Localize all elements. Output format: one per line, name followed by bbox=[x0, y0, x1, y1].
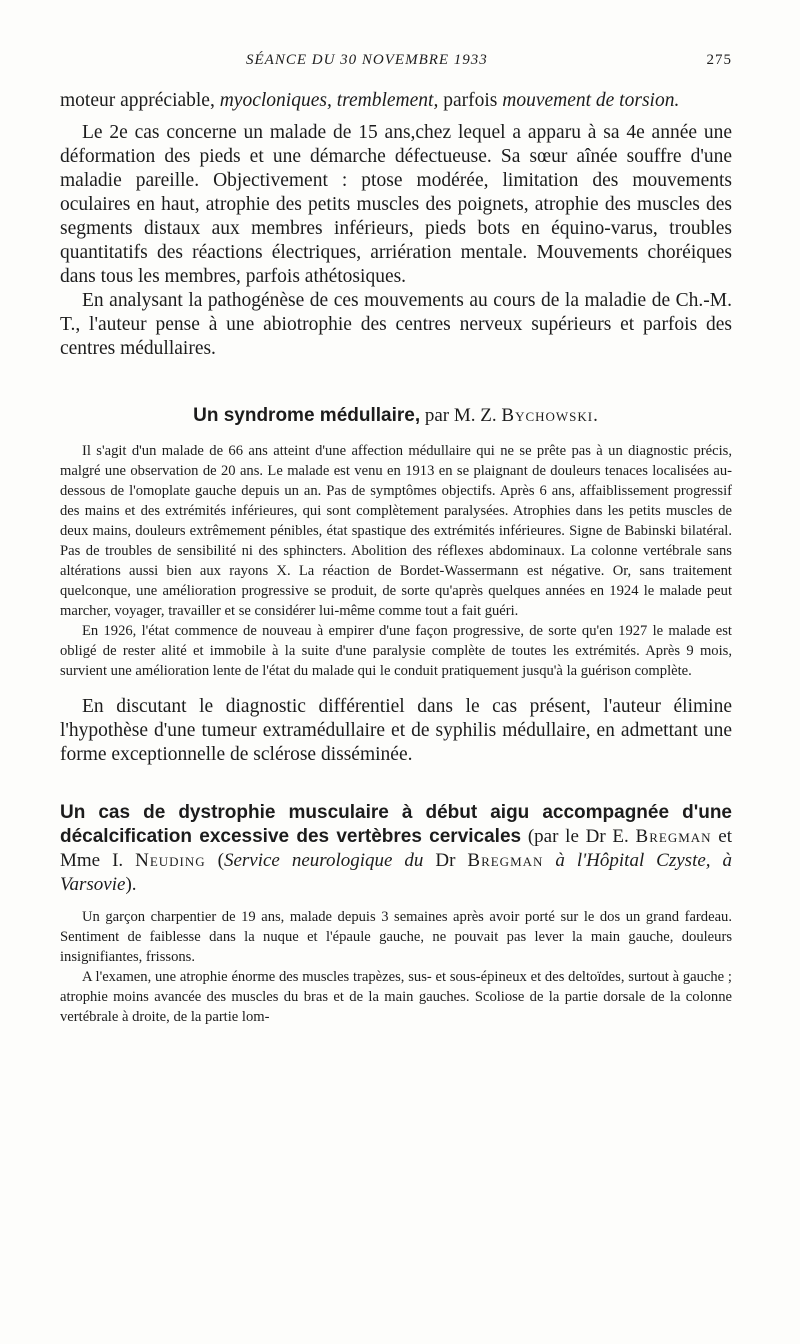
document-page bbox=[60, 52, 732, 1027]
prev-paragraph-2: Le 2e cas concerne un malade de 15 ans,chez lequel a apparu à sa 4e année une déformation des pieds et une démarche défectueuse. Sa sœur aînée souffre d'une maladie pareille. Objectivement : ptose modérée, limitation des mouvements oculaires en haut, atrophie des petits muscles des poignets, atrophie des muscles des segments distaux aux membres inférieurs, pieds bots en équino-varus, troubles quantitatifs des réactions électriques, arriération mentale. Mouvements choréiques dans tous les membres, parfois athétosiques. bbox=[60, 122, 732, 287]
case2-paragraph-2: A l'examen, une atrophie énorme des muscles trapèzes, sus- et sous-épineux et des deltoïdes, surtout à gauche ; atrophie moins avancée des muscles du bras et de la main gauches. Scoliose de la partie dorsale de la colonne vertébrale à droite, de la partie lom- bbox=[60, 969, 732, 1025]
running-title: SÉANCE DU 30 NOVEMBRE 1933 bbox=[246, 52, 488, 68]
running-header bbox=[246, 52, 732, 69]
discussion-paragraph: En discutant le diagnostic différentiel dans le cas présent, l'auteur élimine l'hypothèse d'une tumeur extramédullaire et de syphilis médullaire, en admettant une forme exceptionnelle de sclérose disséminée. bbox=[60, 696, 732, 765]
page-number: 275 bbox=[706, 52, 732, 68]
case2-paragraph-1: Un garçon charpentier de 19 ans, malade depuis 3 semaines après avoir porté sur le dos un grand fardeau. Sentiment de faiblesse dans la nuque et l'épaule gauche, ne pouvait pas lever la main gauche, douleurs insignifiantes, frissons. bbox=[60, 909, 732, 965]
prev-paragraph-3: En analysant la pathogénèse de ces mouvements au cours de la maladie de Ch.-M. T., l'auteur pense à une abiotrophie des centres nerveux supérieurs et parfois des centres médullaires. bbox=[60, 290, 732, 359]
section-title-medullaire: Un syndrome médullaire, par M. Z. Bychowski. bbox=[193, 405, 599, 426]
case-paragraph-2: En 1926, l'état commence de nouveau à empirer d'une façon progressive, de sorte qu'en 1927 le malade est obligé de rester alité et immobile à la suite d'une paralysie complète de toutes les extrémités. Après 9 mois, survient une amélioration lente de l'état du malade qui le conduit pratiquement jusqu'à la guérison complète. bbox=[60, 623, 732, 679]
section-title-dystrophie: Un cas de dystrophie musculaire à début aigu accompagnée d'une décalcification excessive des vertèbres cervicales (par le Dr E. Bregman et Mme I. Neuding (Service neurologique du Dr Bregman à l'Hôpital Czyste, à Varsovie). bbox=[60, 802, 733, 895]
case-paragraph-1: Il s'agit d'un malade de 66 ans atteint d'une affection médullaire qui ne se prête pas à un diagnostic précis, malgré une observation de 20 ans. Le malade est venu en 1913 en se plaignant de douleurs tenaces localisées au-dessous de l'omoplate gauche depuis un an. Pas de symptômes objectifs. Après 6 ans, affaiblissement progressif des mains et des extrémités inférieures, qui sont complètement paralysées. Atrophies dans les petits muscles de deux mains, douleurs extrêmement pénibles, état spastique des extrémités inférieures. Signe de Babinski bilatéral. Pas de troubles de sensibilité ni des sphincters. Abolition des réflexes abdominaux. La colonne vertébrale sans altérations aussi bien aux rayons X. La réaction de Bordet-Wassermann est négative. Or, sans traitement quelconque, une amélioration progressive se produit, de sorte qu'après quelques années en 1924 le malade peut marcher, voyager, travailler et se considérer lui-même comme tout a fait guéri. bbox=[60, 443, 732, 619]
prev-paragraph-1: moteur appréciable, myocloniques, tremblement, parfois mouvement de torsion. bbox=[60, 90, 680, 111]
